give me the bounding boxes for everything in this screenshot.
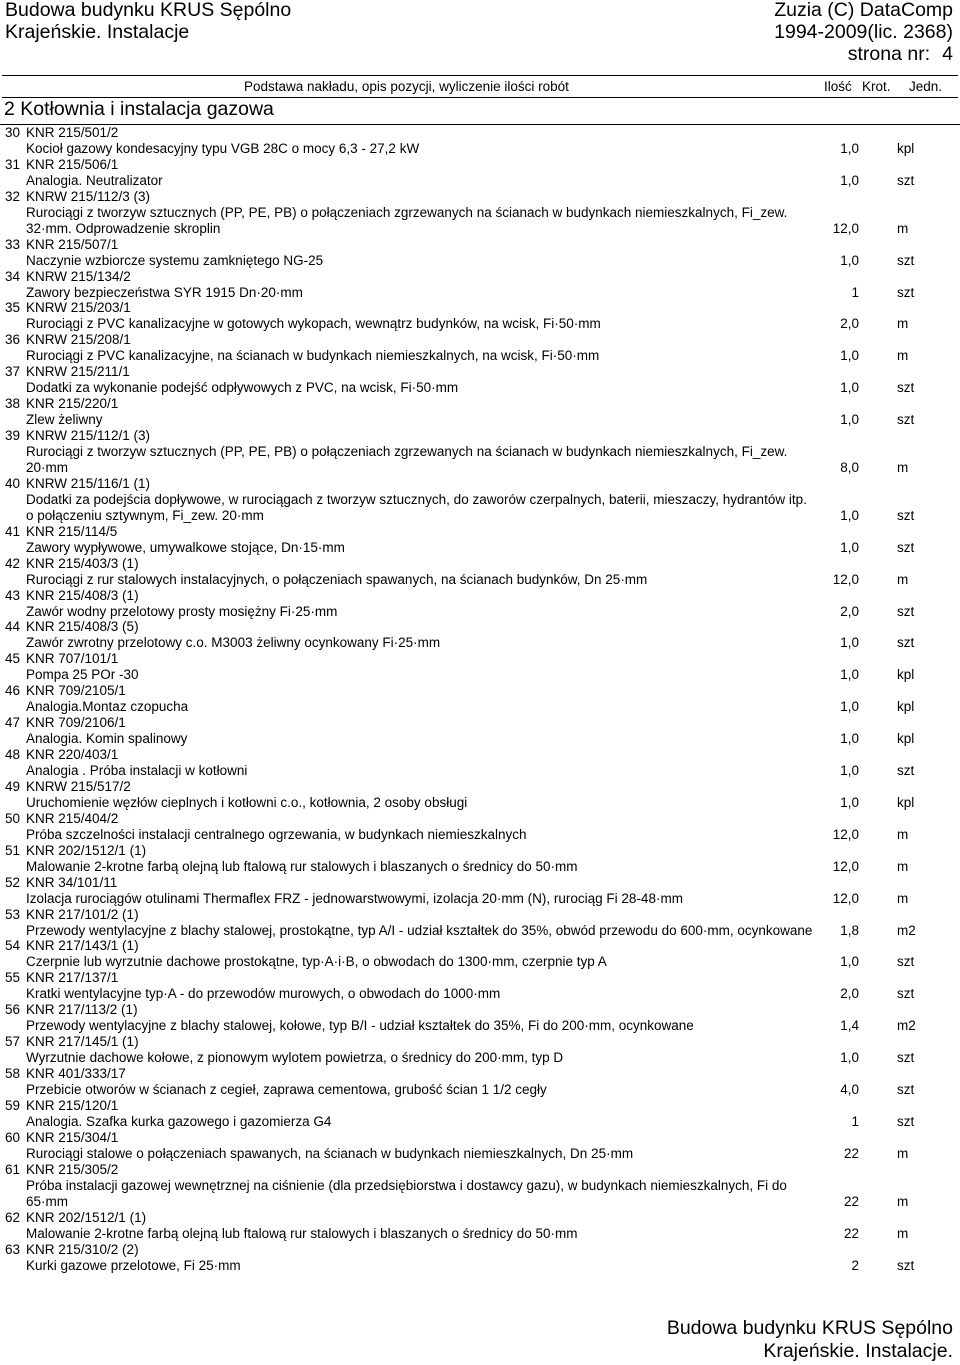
item-unit: szt	[897, 284, 915, 300]
list-item	[0, 1210, 960, 1242]
item-header	[0, 1162, 960, 1178]
item-description: Zlew żeliwny	[26, 412, 103, 428]
item-unit: kpl	[897, 667, 915, 683]
cost-items-list	[0, 124, 960, 1273]
item-unit: m	[897, 316, 909, 332]
list-item	[0, 524, 960, 556]
item-number: 55	[5, 970, 21, 986]
item-header	[0, 364, 960, 380]
list-item	[0, 300, 960, 332]
item-header	[0, 1210, 960, 1226]
item-norm-code: KNR 215/114/5	[26, 523, 118, 539]
item-number: 61	[5, 1161, 21, 1177]
item-number: 38	[5, 396, 21, 412]
item-header	[0, 875, 960, 891]
item-norm-code: KNR 217/145/1 (1)	[26, 1034, 139, 1050]
item-unit: m2	[897, 922, 916, 938]
list-item	[0, 1034, 960, 1066]
footer-subtitle: Krajeńskie. Instalacje.	[763, 1340, 953, 1362]
item-quantity: 2	[851, 1257, 859, 1273]
item-number: 46	[5, 683, 21, 699]
item-norm-code: KNR 709/2105/1	[26, 683, 126, 699]
item-quantity: 4,0	[840, 1082, 859, 1098]
item-number: 50	[5, 810, 21, 826]
item-unit: m	[897, 1193, 909, 1209]
page-indicator	[774, 43, 953, 65]
item-header	[0, 651, 960, 667]
item-header	[0, 1066, 960, 1082]
item-unit: kpl	[897, 141, 915, 156]
item-header	[0, 683, 960, 699]
item-description: Malowanie 2-krotne farbą olejną lub ftalową rur stalowych i blaszanych o średnicy do 50·mm	[26, 1225, 578, 1241]
item-header	[0, 189, 960, 205]
list-item	[0, 1242, 960, 1274]
item-header	[0, 811, 960, 827]
item-number: 32	[5, 188, 21, 204]
item-norm-code: KNR 220/403/1	[26, 747, 119, 763]
item-quantity: 1,8	[840, 922, 859, 938]
item-norm-code: KNRW 215/208/1	[26, 332, 131, 348]
list-item	[0, 396, 960, 428]
item-description: Wyrzutnie dachowe kołowe, z pionowym wylotem powietrza, o średnicy do 200·mm, typ D	[26, 1050, 564, 1066]
item-description: Przewody wentylacyjne z blachy stalowej, kołowe, typ B/I - udział kształtek do 35%, Fi do 200·mm, ocynkowane	[26, 1018, 694, 1034]
item-quantity: 1,0	[840, 794, 859, 810]
item-description: Uruchomienie węzłów cieplnych i kotłowni c.o., kotłownia, 2 osoby obsługi	[26, 794, 468, 810]
item-unit: szt	[897, 635, 915, 651]
item-unit: m2	[897, 1018, 916, 1034]
item-number: 52	[5, 874, 21, 890]
item-description: Analogia. Komin spalinowy	[26, 731, 188, 747]
item-quantity: 2,0	[840, 603, 859, 619]
item-header	[0, 396, 960, 412]
item-header	[0, 125, 960, 141]
item-quantity: 1	[851, 1114, 859, 1129]
column-header-quantity: Ilość	[824, 79, 852, 94]
item-quantity: 1	[851, 284, 859, 300]
item-unit: m	[897, 1145, 909, 1161]
list-item	[0, 269, 960, 301]
project-title: Budowa budynku KRUS Sępólno	[5, 0, 292, 21]
item-number: 56	[5, 1002, 21, 1018]
column-header-multiplier: Krot.	[862, 79, 891, 94]
item-number: 59	[5, 1098, 21, 1113]
item-unit: m	[897, 826, 909, 842]
item-quantity: 1,0	[840, 667, 859, 683]
list-item	[0, 237, 960, 269]
item-unit: m	[897, 1225, 909, 1241]
item-unit: szt	[897, 1050, 915, 1066]
item-quantity: 1,0	[840, 699, 859, 715]
item-quantity: 1,0	[840, 380, 859, 396]
item-quantity: 2,0	[840, 986, 859, 1002]
column-header-unit: Jedn.	[909, 79, 943, 94]
item-norm-code: KNR 707/101/1	[26, 651, 119, 667]
item-quantity: 1,4	[840, 1018, 859, 1034]
item-norm-code: KNR 709/2106/1	[26, 715, 126, 731]
item-number: 57	[5, 1034, 21, 1050]
item-unit: szt	[897, 954, 915, 970]
column-header-description: Podstawa nakładu, opis pozycji, wyliczenie ilości robót	[244, 79, 569, 94]
item-description: Pompa 25 POr -30	[26, 667, 139, 683]
item-header	[0, 747, 960, 763]
item-number: 41	[5, 523, 21, 539]
item-description: Analogia.Montaz czopucha	[26, 699, 189, 715]
column-header-row	[2, 75, 958, 98]
item-description: Czerpnie lub wyrzutnie dachowe prostokątne, typ·A·i·B, o obwodach do 1300·mm, czerpnie typ A	[26, 954, 607, 970]
page-label: strona nr:	[847, 43, 931, 65]
item-number: 42	[5, 555, 21, 571]
item-norm-code: KNR 215/404/2	[26, 810, 119, 826]
item-description: Rurociągi z tworzyw sztucznych (PP, PE, PB) o połączeniach zgrzewanych na ścianach w budynkach niemieszkalnych, Fi_zew. 32·mm. Odprowadzenie skroplin	[26, 204, 788, 236]
item-unit: szt	[897, 603, 915, 619]
item-quantity: 1,0	[840, 763, 859, 779]
item-norm-code: KNRW 215/203/1	[26, 300, 131, 316]
item-unit: szt	[897, 1257, 915, 1273]
item-norm-code: KNR 215/408/3 (1)	[26, 587, 139, 603]
list-item	[0, 125, 960, 157]
item-header	[0, 779, 960, 795]
item-header	[0, 843, 960, 859]
item-norm-code: KNR 215/403/3 (1)	[26, 555, 139, 571]
item-quantity: 12,0	[832, 890, 859, 906]
item-description: Kratki wentylacyjne typ·A - do przewodów murowych, o obwodach do 1000·mm	[26, 986, 501, 1002]
item-description: Przebicie otworów w ścianach z cegieł, zaprawa cementowa, grubość ścian 1 1/2 cegły	[26, 1082, 547, 1098]
footer-title: Budowa budynku KRUS Sępólno	[666, 1317, 953, 1339]
item-number: 44	[5, 619, 21, 635]
item-unit: m	[897, 220, 909, 236]
item-unit: szt	[897, 172, 915, 188]
item-number: 54	[5, 938, 21, 954]
item-header	[0, 300, 960, 316]
item-description: Rurociągi z PVC kanalizacyjne, na ścianach w budynkach niemieszkalnych, na wcisk, Fi·50·mm	[26, 348, 600, 364]
item-number: 37	[5, 364, 21, 380]
item-quantity: 1,0	[840, 539, 859, 555]
document-header-left	[5, 0, 291, 43]
item-number: 40	[5, 475, 21, 491]
item-unit: m	[897, 571, 909, 587]
list-item	[0, 843, 960, 875]
item-norm-code: KNRW 215/517/2	[26, 778, 131, 794]
item-unit: szt	[897, 763, 915, 779]
list-item	[0, 619, 960, 651]
item-header	[0, 1098, 960, 1114]
item-norm-code: KNR 215/120/1	[26, 1098, 119, 1113]
list-item	[0, 938, 960, 970]
item-unit: szt	[897, 1082, 915, 1098]
item-unit: m	[897, 858, 909, 874]
list-item	[0, 1098, 960, 1130]
item-quantity: 1,0	[840, 731, 859, 747]
list-item	[0, 1002, 960, 1034]
item-quantity: 1,0	[840, 954, 859, 970]
list-item	[0, 556, 960, 588]
list-item	[0, 1066, 960, 1098]
item-number: 31	[5, 156, 21, 172]
item-unit: kpl	[897, 731, 915, 747]
list-item	[0, 875, 960, 907]
list-item	[0, 779, 960, 811]
item-header	[0, 332, 960, 348]
item-quantity: 1,0	[840, 172, 859, 188]
item-quantity: 12,0	[832, 220, 859, 236]
item-number: 43	[5, 587, 21, 603]
item-header	[0, 715, 960, 731]
item-norm-code: KNR 215/507/1	[26, 236, 119, 252]
list-item	[0, 1130, 960, 1162]
item-norm-code: KNRW 215/116/1 (1)	[26, 475, 151, 491]
item-header	[0, 1002, 960, 1018]
item-description: Rurociągi stalowe o połączeniach spawanych, na ścianach w budynkach niemieszkalnych, Dn 25·mm	[26, 1145, 634, 1161]
item-header	[0, 1242, 960, 1258]
item-header	[0, 524, 960, 540]
item-description: Analogia. Neutralizator	[26, 172, 163, 188]
item-number: 48	[5, 747, 21, 763]
item-norm-code: KNR 215/220/1	[26, 396, 119, 412]
page-number: 4	[942, 43, 953, 65]
list-item	[0, 683, 960, 715]
item-description: Analogia . Próba instalacji w kotłowni	[26, 763, 248, 779]
item-norm-code: KNR 202/1512/1 (1)	[26, 842, 147, 858]
item-norm-code: KNR 401/333/17	[26, 1066, 126, 1082]
item-description: Rurociągi z tworzyw sztucznych (PP, PE, PB) o połączeniach zgrzewanych na ścianach w budynkach niemieszkalnych, Fi_zew. 20·mm	[26, 444, 788, 475]
item-number: 35	[5, 300, 21, 316]
item-header	[0, 907, 960, 923]
list-item	[0, 747, 960, 779]
list-item	[0, 476, 960, 524]
list-item	[0, 428, 960, 476]
item-header	[0, 619, 960, 635]
item-quantity: 2,0	[840, 316, 859, 332]
item-unit: szt	[897, 507, 915, 523]
item-description: Próba szczelności instalacji centralnego ogrzewania, w budynkach niemieszkalnych	[26, 826, 527, 842]
item-unit: m	[897, 459, 909, 475]
item-quantity: 22	[843, 1193, 859, 1209]
list-item	[0, 811, 960, 843]
item-number: 53	[5, 906, 21, 922]
list-item	[0, 588, 960, 620]
item-unit: kpl	[897, 699, 915, 715]
item-number: 60	[5, 1129, 21, 1145]
item-header	[0, 556, 960, 572]
item-quantity: 22	[843, 1145, 859, 1161]
item-header	[0, 269, 960, 285]
list-item	[0, 715, 960, 747]
list-item	[0, 970, 960, 1002]
item-quantity: 22	[843, 1225, 859, 1241]
item-description: Zawór zwrotny przelotowy c.o. M3003 żeliwny ocynkowany Fi·25·mm	[26, 635, 441, 651]
item-norm-code: KNR 215/506/1	[26, 156, 119, 172]
project-subtitle: Krajeńskie. Instalacje	[5, 21, 190, 43]
item-quantity: 1,0	[840, 635, 859, 651]
item-header	[0, 938, 960, 954]
item-description: Kocioł gazowy kondesacyjny typu VGB 28C o mocy 6,3 - 27,2 kW	[26, 141, 420, 156]
item-description: Rurociągi z PVC kanalizacyjne w gotowych wykopach, wewnątrz budynków, na wcisk, Fi·50·mm	[26, 316, 601, 332]
item-norm-code: KNR 217/137/1	[26, 970, 119, 986]
item-quantity: 1,0	[840, 412, 859, 428]
item-norm-code: KNR 215/408/3 (5)	[26, 619, 139, 635]
item-description: Rurociągi z rur stalowych instalacyjnych, o połączeniach spawanych, na ścianach budynków, Dn 25·mm	[26, 571, 648, 587]
item-number: 30	[5, 125, 21, 140]
item-number: 62	[5, 1209, 21, 1225]
item-norm-code: KNR 217/101/2 (1)	[26, 906, 139, 922]
item-unit: szt	[897, 380, 915, 396]
software-license: 1994-2009(lic. 2368)	[774, 21, 953, 43]
item-norm-code: KNR 215/304/1	[26, 1129, 119, 1145]
item-header	[0, 428, 960, 444]
item-number: 33	[5, 236, 21, 252]
list-item	[0, 1162, 960, 1210]
item-quantity: 12,0	[832, 826, 859, 842]
item-header	[0, 1034, 960, 1050]
item-description: Dodatki za podejścia dopływowe, w rurociągach z tworzyw sztucznych, do zaworów czerpalnych, baterii, mieszaczy, hydrantów itp. o połączeniu sztywnym, Fi_zew. 20·mm	[26, 491, 807, 523]
item-description: Zawór wodny przelotowy prosty mosiężny Fi·25·mm	[26, 603, 338, 619]
item-quantity: 12,0	[832, 571, 859, 587]
item-quantity: 1,0	[840, 507, 859, 523]
item-number: 36	[5, 332, 21, 348]
item-number: 34	[5, 268, 21, 284]
item-quantity: 1,0	[840, 348, 859, 364]
item-description: Malowanie 2-krotne farbą olejną lub ftalową rur stalowych i blaszanych o średnicy do 50·mm	[26, 858, 578, 874]
item-header	[0, 237, 960, 253]
item-norm-code: KNRW 215/112/1 (3)	[26, 428, 151, 444]
item-header	[0, 588, 960, 604]
item-quantity: 8,0	[840, 459, 859, 475]
item-unit: szt	[897, 1114, 915, 1129]
item-unit: szt	[897, 539, 915, 555]
item-description: Przewody wentylacyjne z blachy stalowej, prostokątne, typ A/I - udział kształtek do 35%, obwód przewodu do 600·mm, ocynkowane	[26, 922, 813, 938]
document-header-right	[774, 0, 953, 65]
item-norm-code: KNR 215/310/2 (2)	[26, 1241, 139, 1257]
item-description: Dodatki za wykonanie podejść odpływowych z PVC, na wcisk, Fi·50·mm	[26, 380, 459, 396]
item-number: 39	[5, 428, 21, 444]
list-item	[0, 364, 960, 396]
item-unit: szt	[897, 412, 915, 428]
item-header	[0, 157, 960, 173]
item-number: 47	[5, 715, 21, 731]
item-quantity: 1,0	[840, 252, 859, 268]
item-norm-code: KNRW 215/112/3 (3)	[26, 188, 151, 204]
list-item	[0, 651, 960, 683]
section-title: 2 Kotłownia i instalacja gazowa	[4, 98, 274, 120]
item-description: Izolacja rurociągów otulinami Thermaflex FRZ - jednowarstwowymi, izolacja 20·mm (N), rurociąg Fi 28-48·mm	[26, 890, 683, 906]
list-item	[0, 332, 960, 364]
software-name: Zuzia (C) DataComp	[774, 0, 953, 21]
item-norm-code: KNR 215/501/2	[26, 125, 119, 140]
document-footer	[667, 1317, 953, 1363]
item-number: 51	[5, 842, 21, 858]
item-description: Analogia. Szafka kurka gazowego i gazomierza G4	[26, 1114, 332, 1129]
item-norm-code: KNR 217/113/2 (1)	[26, 1002, 138, 1018]
item-header	[0, 476, 960, 492]
item-description: Zawory bezpieczeństwa SYR 1915 Dn·20·mm	[26, 284, 303, 300]
list-item	[0, 189, 960, 237]
item-norm-code: KNR 34/101/11	[26, 874, 118, 890]
item-unit: m	[897, 890, 909, 906]
item-number: 45	[5, 651, 21, 667]
item-header	[0, 1130, 960, 1146]
item-unit: szt	[897, 252, 915, 268]
item-unit: m	[897, 348, 909, 364]
item-header	[0, 970, 960, 986]
item-norm-code: KNRW 215/211/1	[26, 364, 130, 380]
item-quantity: 1,0	[840, 1050, 859, 1066]
item-quantity: 1,0	[840, 141, 859, 156]
item-quantity: 12,0	[832, 858, 859, 874]
item-number: 58	[5, 1066, 21, 1082]
item-description: Zawory wypływowe, umywalkowe stojące, Dn·15·mm	[26, 539, 345, 555]
item-norm-code: KNR 217/143/1 (1)	[26, 938, 139, 954]
item-description: Naczynie wzbiorcze systemu zamkniętego NG-25	[26, 252, 324, 268]
item-unit: kpl	[897, 794, 915, 810]
item-norm-code: KNR 202/1512/1 (1)	[26, 1209, 147, 1225]
item-number: 49	[5, 778, 21, 794]
item-unit: szt	[897, 986, 915, 1002]
item-norm-code: KNRW 215/134/2	[26, 268, 131, 284]
item-description: Próba instalacji gazowej wewnętrznej na ciśnienie (dla przedsiębiorstwa i dostawcy gazu), w budynkach niemieszkalnych, Fi do 65·mm	[26, 1177, 787, 1209]
item-norm-code: KNR 215/305/2	[26, 1161, 119, 1177]
item-number: 63	[5, 1241, 21, 1257]
item-description: Kurki gazowe przelotowe, Fi 25·mm	[26, 1257, 241, 1273]
list-item	[0, 157, 960, 189]
list-item	[0, 907, 960, 939]
